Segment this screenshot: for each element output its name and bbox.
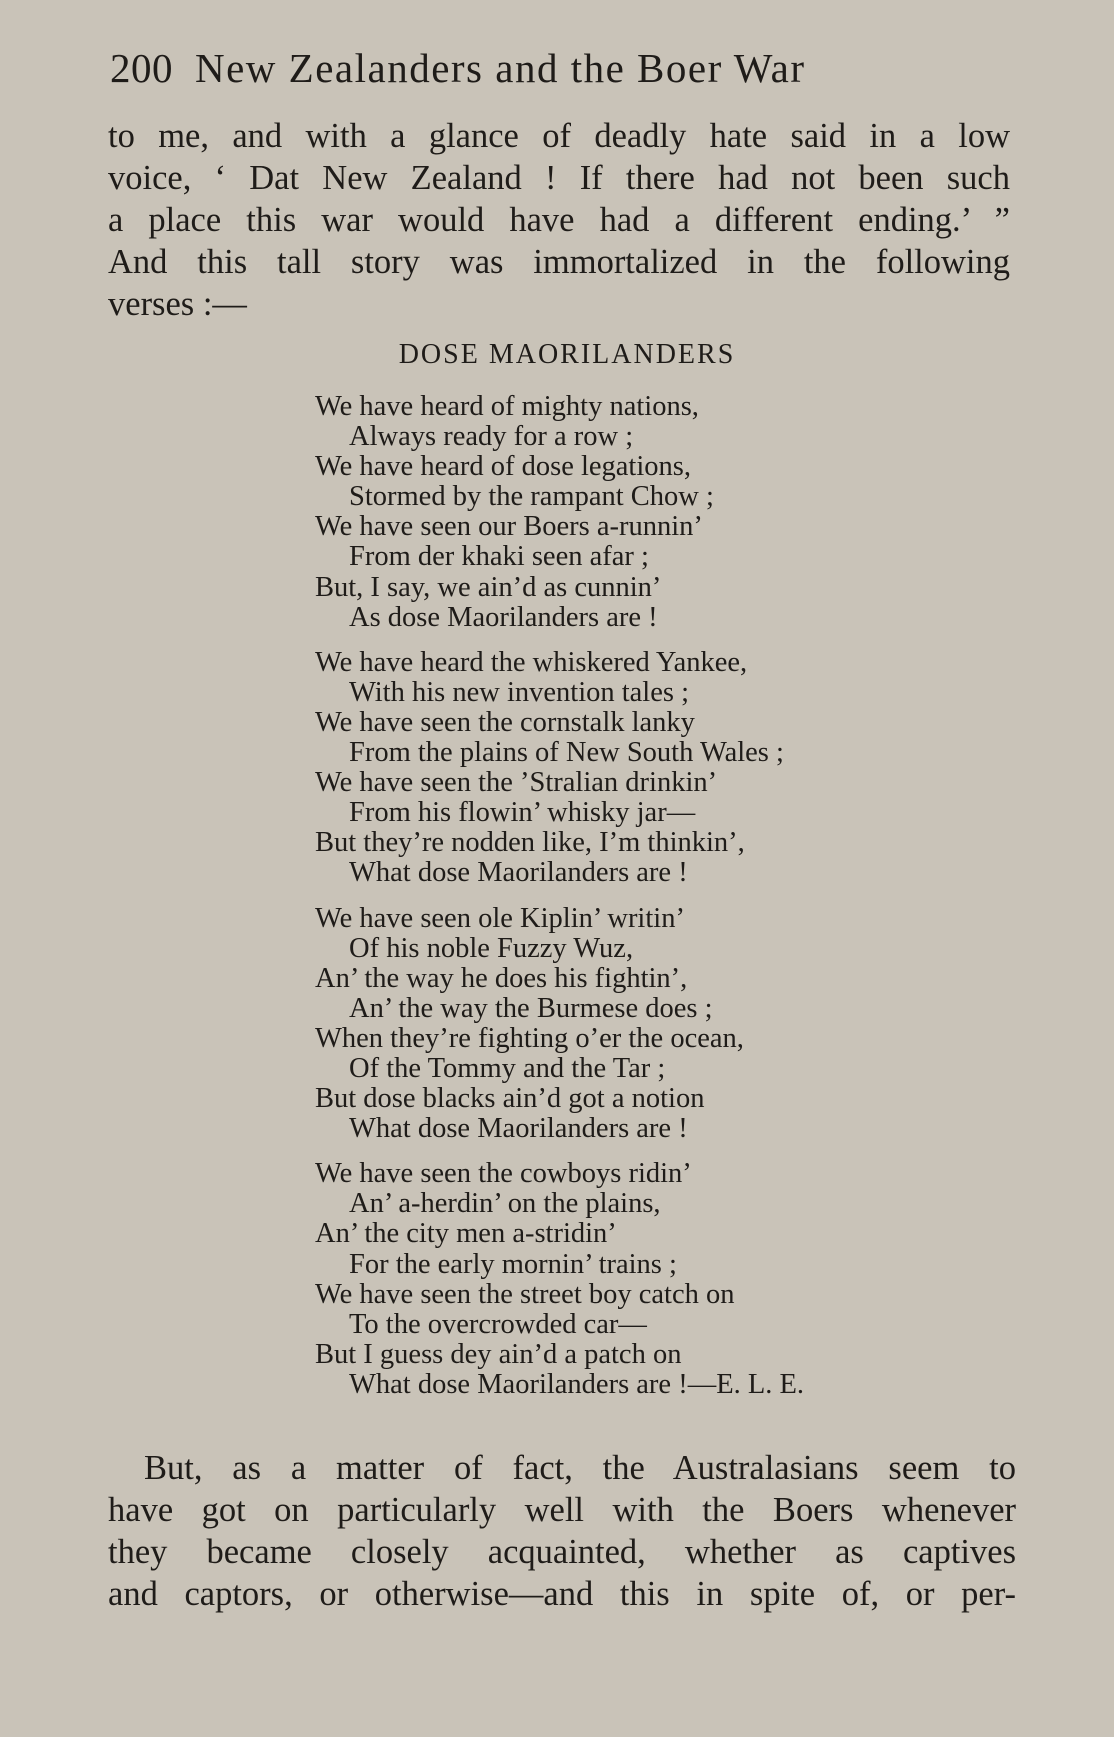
verse-line: What dose Maorilanders are ! (349, 1113, 688, 1145)
verse-line: With his new invention tales ; (349, 676, 690, 708)
stanza-3 (315, 904, 1035, 1145)
verse-line: As dose Maorilanders are ! (349, 601, 658, 633)
verse-line: Of the Tommy and the Tar ; (349, 1052, 666, 1084)
text-line: voice, ‘ Dat New Zealand ! If there had not been such (108, 159, 1010, 197)
closing-paragraph (108, 1447, 1016, 1615)
poem-title: DOSE MAORILANDERS (398, 339, 736, 370)
verse-line: For the early mornin’ trains ; (349, 1248, 677, 1280)
verse-line: But dose blacks ain’d got a notion (315, 1083, 705, 1115)
verse-line: We have heard of dose legations, (315, 451, 691, 483)
verse-line: From the plains of New South Wales ; (349, 737, 784, 769)
verse-line: Of his noble Fuzzy Wuz, (349, 932, 634, 964)
verse-line: We have seen the cowboys ridin’ (315, 1158, 692, 1190)
verse-line: But they’re nodden like, I’m thinkin’, (315, 827, 745, 859)
intro-paragraph (108, 115, 1010, 325)
verse-line: We have seen our Boers a-runnin’ (315, 511, 703, 543)
text-line: to me, and with a glance of deadly hate said in a low (108, 117, 1010, 155)
verse-line: What dose Maorilanders are !—E. L. E. (349, 1368, 805, 1400)
text-line: But, as a matter of fact, the Australasians seem to (144, 1449, 1016, 1487)
text-line: verses :— (108, 285, 247, 323)
stanza-1 (315, 392, 1035, 633)
verse-line: An’ the city men a-stridin’ (315, 1218, 617, 1250)
verse-line: We have seen the street boy catch on (315, 1278, 735, 1310)
verse-line: An’ the way he does his fightin’, (315, 962, 688, 994)
verse-line: But, I say, we ain’d as cunnin’ (315, 571, 662, 603)
running-head (110, 44, 970, 92)
verse-line: We have seen the ’Stralian drinkin’ (315, 767, 718, 799)
text-line: they became closely acquainted, whether as captives (108, 1533, 1016, 1571)
verse-line: We have heard the whiskered Yankee, (315, 646, 748, 678)
verse-line: We have heard of mighty nations, (315, 391, 699, 422)
running-title: New Zealanders and the Boer War (195, 45, 806, 91)
verse-line: An’ the way the Burmese does ; (349, 992, 713, 1024)
verse-line: What dose Maorilanders are ! (349, 857, 688, 889)
stanza-2 (315, 648, 1035, 889)
verse-line: From his flowin’ whisky jar— (349, 797, 696, 829)
verse-line: When they’re fighting o’er the ocean, (315, 1022, 744, 1054)
verse-line: But I guess dey ain’d a patch on (315, 1338, 682, 1370)
text-line: have got on particularly well with the Boers whenever (108, 1491, 1016, 1529)
text-line: And this tall story was immortalized in the following (108, 243, 1010, 281)
verse-line: We have seen ole Kiplin’ writin’ (315, 902, 685, 934)
verse-line: Always ready for a row ; (349, 421, 634, 453)
verse-line: An’ a-herdin’ on the plains, (349, 1188, 661, 1220)
verse-line: We have seen the cornstalk lanky (315, 706, 695, 738)
poem (315, 392, 1035, 1415)
verse-line: To the overcrowded car— (349, 1308, 647, 1340)
verse-line: Stormed by the rampant Chow ; (349, 481, 714, 513)
stanza-4 (315, 1159, 1035, 1400)
text-line: and captors, or otherwise—and this in spite of, or per- (108, 1575, 1016, 1613)
verse-line: From der khaki seen afar ; (349, 541, 649, 573)
text-line: a place this war would have had a different ending.’ ” (108, 201, 1010, 239)
page-number: 200 (110, 45, 173, 91)
